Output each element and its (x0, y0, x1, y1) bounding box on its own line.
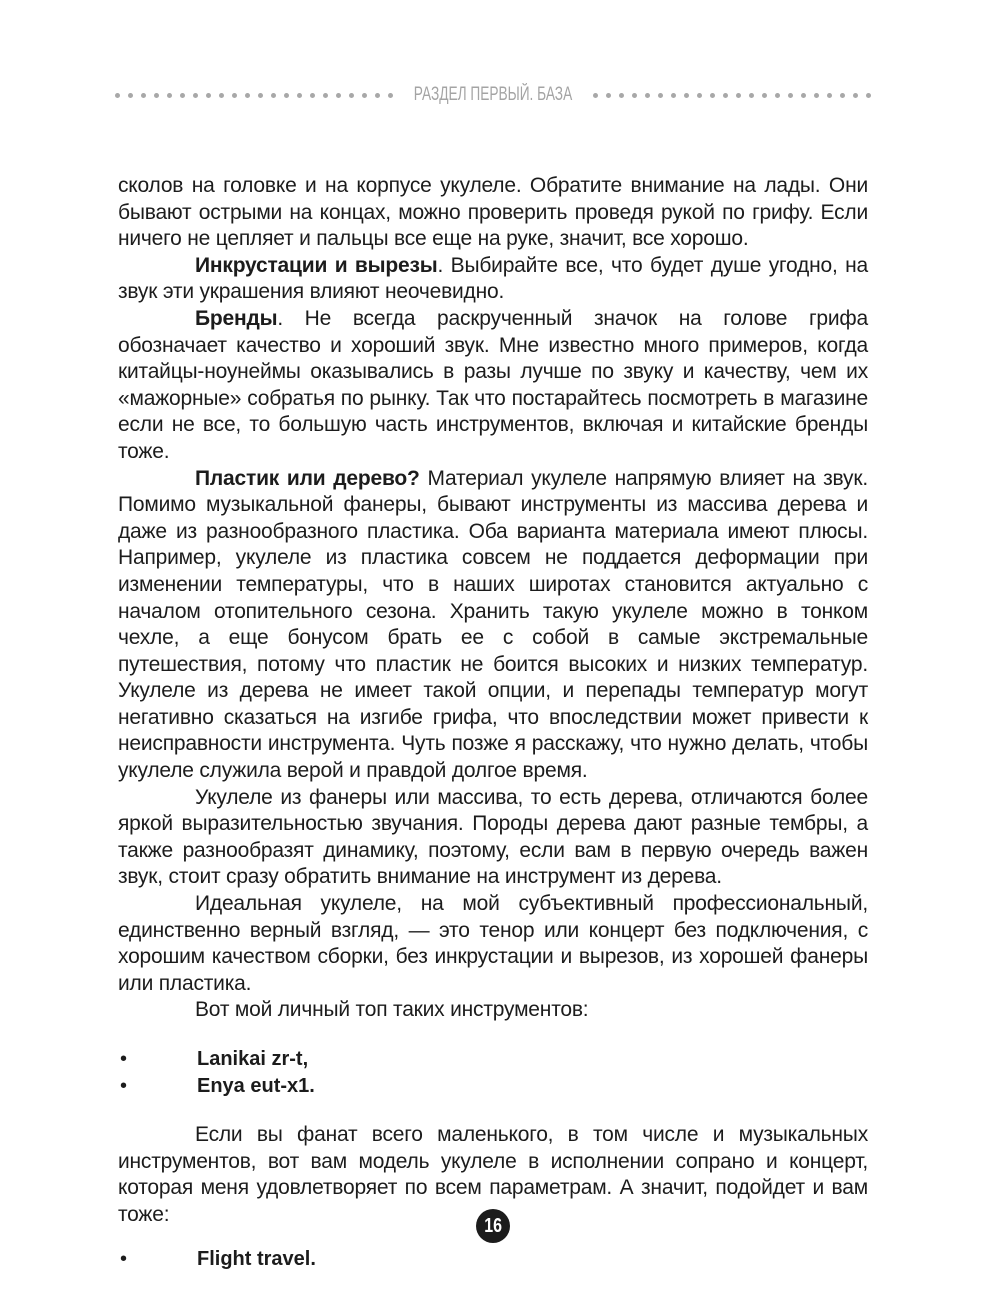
dot-ornament (180, 93, 185, 98)
dot-ornament (788, 93, 793, 98)
dot-ornament (258, 93, 263, 98)
dot-ornament (193, 93, 198, 98)
dot-ornament (606, 93, 611, 98)
dot-ornament (284, 93, 289, 98)
page-body (118, 173, 868, 1273)
spacer (118, 1100, 868, 1122)
dot-ornament (154, 93, 159, 98)
page-number: 16 (484, 1214, 502, 1237)
dot-ornament (840, 93, 845, 98)
bullet-list (118, 1246, 868, 1273)
dot-ornament (853, 93, 858, 98)
dot-ornament (593, 93, 598, 98)
dot-ornament (349, 93, 354, 98)
dot-ornament (645, 93, 650, 98)
dot-ornament (297, 93, 302, 98)
paragraph: Вот мой личный топ таких инструментов: (195, 998, 589, 1022)
paragraph (118, 306, 868, 466)
dot-ornament (245, 93, 250, 98)
bullet-icon: • (120, 1048, 128, 1070)
bullet-icon: • (120, 1248, 128, 1271)
list-item (118, 1246, 868, 1273)
dot-ornament (115, 93, 120, 98)
dot-ornament (310, 93, 315, 98)
dot-ornament (362, 93, 367, 98)
bullet-list (118, 1046, 868, 1100)
dot-ornament (232, 93, 237, 98)
bullet-icon: • (120, 1075, 128, 1097)
paragraph-text: . Выбирайте все, что будет душе угодно, на звук эти украшения влияют неочевидно. (118, 253, 869, 304)
dot-ornament (658, 93, 663, 98)
list-item-text: Lanikai zr-t, (197, 1048, 309, 1070)
dot-ornament (128, 93, 133, 98)
dot-ornament (619, 93, 624, 98)
dot-ornament (632, 93, 637, 98)
dot-ornament (323, 93, 328, 98)
dot-ornament (697, 93, 702, 98)
paragraph (118, 253, 868, 306)
dot-ornament (762, 93, 767, 98)
list-item-text: Flight travel. (197, 1248, 316, 1271)
dot-ornament (141, 93, 146, 98)
dot-ornament (710, 93, 715, 98)
header-dots-right (585, 93, 871, 98)
dot-ornament (723, 93, 728, 98)
list-item (118, 1046, 868, 1073)
term-heading: Бренды (195, 306, 278, 330)
dot-ornament (736, 93, 741, 98)
header-dots-left (115, 93, 401, 98)
dot-ornament (388, 93, 393, 98)
running-header (115, 82, 871, 108)
term-heading: Пластик или дерево? (195, 466, 420, 490)
paragraph: Укулеле из фанеры или массива, то есть дерева, отличаются более яркой выразительностью звучания. Породы дерева дают разные тембры, а также разнообразят динамику, поэтому, если вам в первую очередь важен звук, стоит сразу обратить внимание на инструмент из дерева. (118, 785, 868, 889)
term-heading: Инкрустации и вырезы (195, 253, 438, 277)
paragraph-text: Материал укулеле напрямую влияет на звук. Помимо музыкальной фанеры, бывают инструменты из массива дерева и даже из разнообразного пластика. Оба варианта материала имеют плюсы. Например, укулеле из пластика совсем не поддается деформации при изменении температуры, что в наших широтах становится актуально с началом отопительного сезона. Хранить такую укулеле можно в тонком чехле, а еще бонусом брать ее с собой в самые экстремальные путешествия, потому что пластик не боится высоких и низких температур. Укулеле из дерева не имеет такой опции, и перепады температур могут негативно сказаться на изгибе грифа, что впоследствии может привести к неисправности инструмента. Чуть позже я расскажу, что нужно делать, чтобы укулеле служила верой и правдой долгое время. (118, 466, 868, 783)
dot-ornament (671, 93, 676, 98)
list-item-text: Enya eut-x1. (197, 1075, 315, 1097)
dot-ornament (219, 93, 224, 98)
dot-ornament (684, 93, 689, 98)
dot-ornament (775, 93, 780, 98)
paragraph: Идеальная укулеле, на мой субъективный профессиональный, единственно верный взгляд, — это тенор или концерт без подключения, с хорошим качеством сборки, без инкрустации и вырезов, из хорошей фанеры или пластика. (118, 892, 868, 995)
spacer (118, 1024, 868, 1046)
dot-ornament (206, 93, 211, 98)
paragraph-text: . Не всегда раскрученный значок на голове грифа обозначает качество и хороший звук. Мне известно много примеров, когда китайцы-ноунеймы оказывались в разы лучше по звуку и качеству, чем их «мажорные» собратья по рынку. Так что постарайтесь посмотреть в магазине если не все, то большую часть инструментов, включая и китайские бренды тоже. (118, 306, 868, 463)
section-title: РАЗДЕЛ ПЕРВЫЙ. БАЗА (413, 84, 573, 105)
page-number-badge (476, 1209, 510, 1243)
paragraph (118, 466, 868, 785)
dot-ornament (336, 93, 341, 98)
list-item (118, 1073, 868, 1100)
dot-ornament (866, 93, 871, 98)
paragraph: Если вы фанат всего маленького, в том числе и музыкальных инструментов, вот вам модель укулеле в исполнении сопрано и концерт, которая меня удовлетворяет по всем параметрам. А значит, подойдет и вам тоже: (118, 1123, 868, 1226)
paragraph: сколов на головке и на корпусе укулеле. Обратите внимание на лады. Они бывают острыми на концах, можно проверить проведя рукой по грифу. Если ничего не цепляет и пальцы все еще на руке, значит, все хорошо. (118, 174, 868, 251)
dot-ornament (814, 93, 819, 98)
dot-ornament (167, 93, 172, 98)
dot-ornament (749, 93, 754, 98)
dot-ornament (801, 93, 806, 98)
dot-ornament (271, 93, 276, 98)
dot-ornament (827, 93, 832, 98)
dot-ornament (375, 93, 380, 98)
